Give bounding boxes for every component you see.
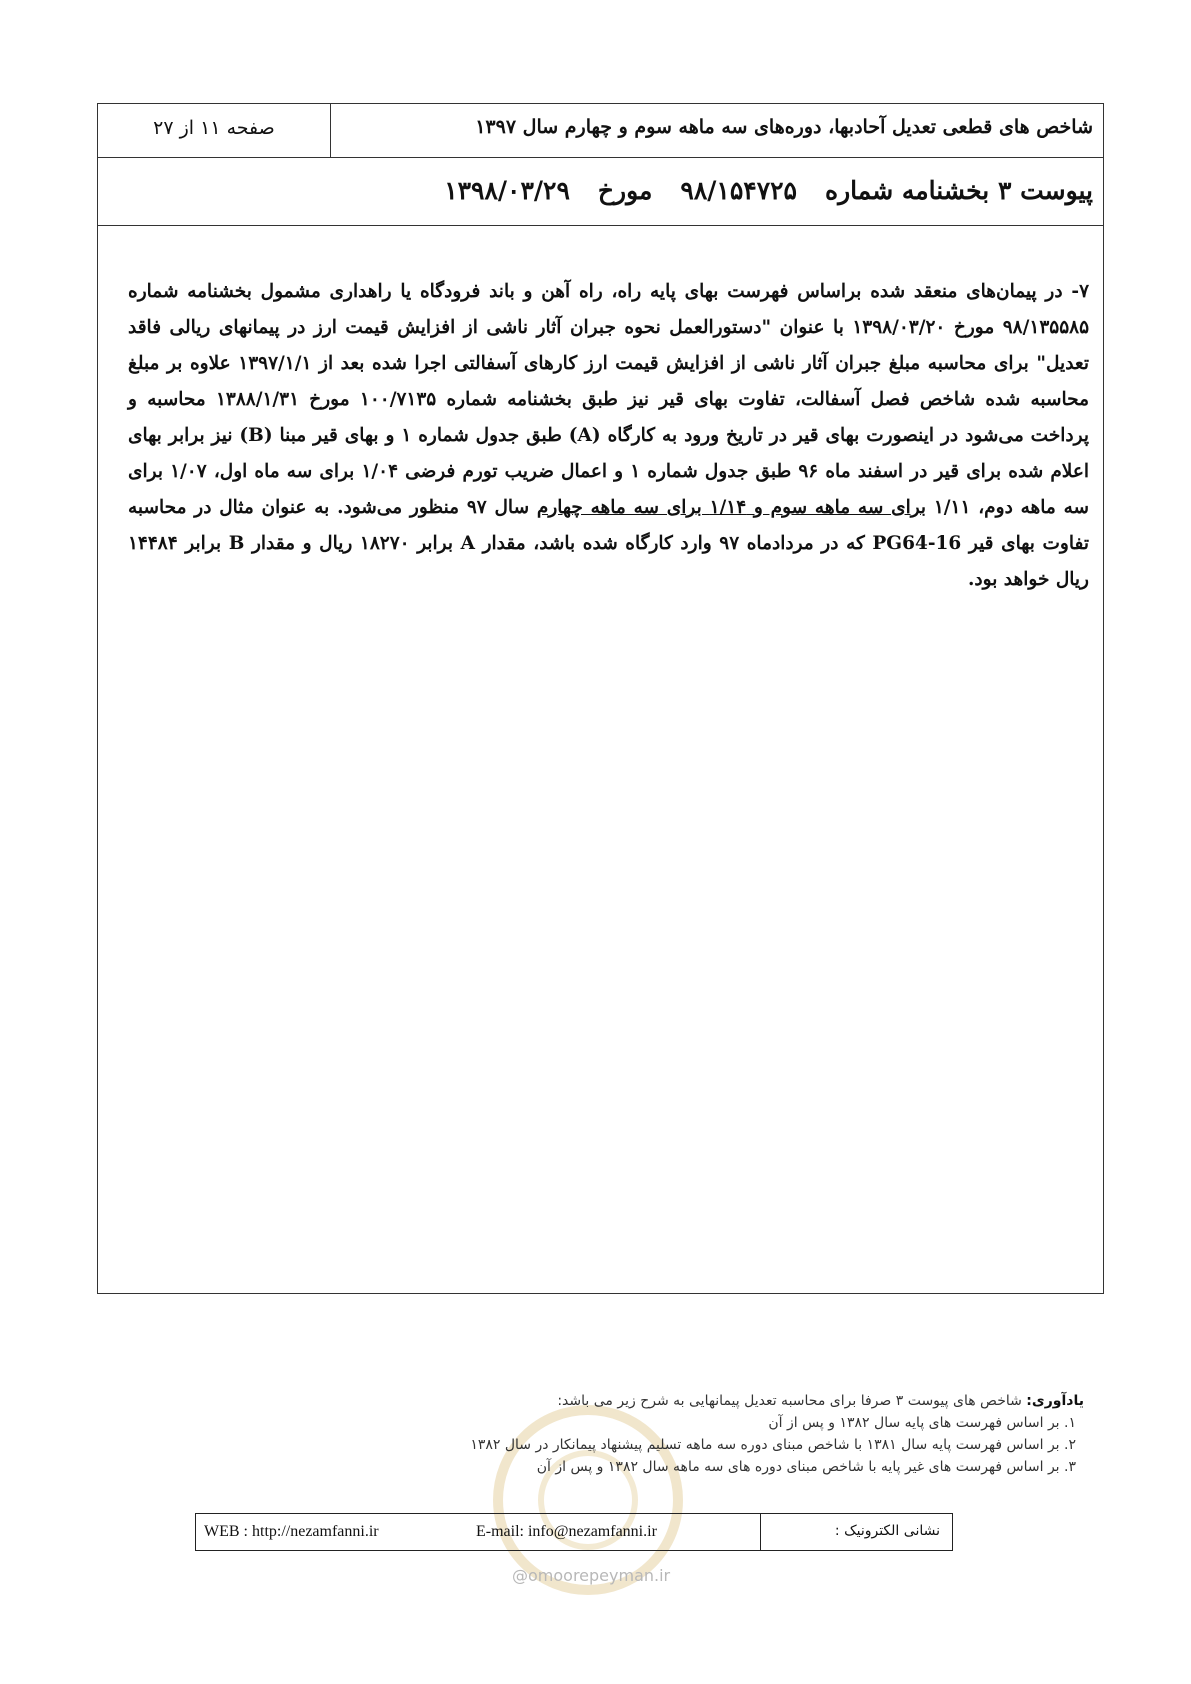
annex-title xyxy=(444,176,1093,205)
circular-number: ۹۸/۱۵۴۷۲۵ xyxy=(680,176,797,205)
contact-box xyxy=(195,1513,953,1551)
note-item-1: ۱. بر اساس فهرست های پایه سال ۱۳۸۲ و پس از آن xyxy=(768,1415,1076,1431)
note-heading xyxy=(470,1390,1084,1412)
note-label: یادآوری: xyxy=(1026,1393,1084,1409)
document-frame xyxy=(97,103,1104,1294)
site-watermark: @omoorepeyman.ir xyxy=(512,1566,671,1585)
contact-label: نشانی الکترونیک : xyxy=(760,1514,952,1550)
email-link[interactable]: E-mail: info@nezamfanni.ir xyxy=(476,1523,657,1540)
page-number: صفحه ۱۱ از ۲۷ xyxy=(153,117,275,139)
circular-date: ۱۳۹۸/۰۳/۲۹ xyxy=(444,176,570,205)
reminder-note xyxy=(470,1390,1084,1478)
note-item-2: ۲. بر اساس فهرست پایه سال ۱۳۸۱ با شاخص مبنای دوره سه ماهه تسلیم پیشنهاد پیمانکار در سال ۱۳۸۲ xyxy=(470,1437,1076,1453)
underlined-text: برای سه ماهه سوم و ۱/۱۴ برای سه ماهه چهارم xyxy=(536,497,927,518)
annex-label: پیوست ۳ بخشنامه شماره xyxy=(824,176,1093,205)
header-divider xyxy=(330,104,331,157)
annex-row xyxy=(98,158,1103,226)
date-label: مورخ xyxy=(597,176,653,205)
paragraph-end: سال ۹۷ منظور می‌شود. به عنوان مثال در محاسبه تفاوت بهای قیر PG64-16 که در مردادماه ۹۷ وارد کارگاه شده باشد، مقدار A برابر ۱۸۲۷۰ ریال و مقدار B برابر ۱۴۴۸۴ ریال خواهد بود. xyxy=(128,497,1089,590)
document-title: شاخص های قطعی تعدیل آحادبها، دوره‌های سه ماهه سوم و چهارم سال ۱۳۹۷ xyxy=(475,116,1093,138)
website-link[interactable]: WEB : http://nezamfanni.ir xyxy=(204,1523,379,1540)
note-intro: شاخص های پیوست ۳ صرفا برای محاسبه تعدیل پیمانهایی به شرح زیر می باشد: xyxy=(557,1393,1027,1409)
note-item-3: ۳. بر اساس فهرست های غیر پایه با شاخص مبنای دوره های سه ماهه سال ۱۳۸۲ و پس از آن xyxy=(536,1459,1076,1475)
header-row xyxy=(98,104,1103,158)
body-paragraph xyxy=(128,274,1089,598)
paragraph-text: ۷- در پیمان‌های منعقد شده براساس فهرست بهای پایه راه، راه آهن و باند فرودگاه یا راهداری مشمول بخشنامه شماره ۹۸/۱۳۵۵۸۵ مورخ ۱۳۹۸/۰۳/۲۰ با عنوان "دستورالعمل نحوه جبران آثار ناشی از افزایش قیمت ارز در پیمانهای ریالی فاقد تعدیل" برای محاسبه مبلغ جبران آثار ناشی از افزایش قیمت ارز کارهای آسفالتی اجرا شده بعد از ۱۳۹۷/۱/۱ علاوه بر مبلغ محاسبه شده شاخص فصل آسفالت، تفاوت بهای قیر نیز طبق بخشنامه شماره ۱۰۰/۷۱۳۵ مورخ ۱۳۸۸/۱/۳۱ محاسبه و پرداخت می‌شود در اینصورت بهای قیر در تاریخ ورود به کارگاه (A) طبق جدول شماره ۱ و بهای قیر مبنا (B) نیز برابر بهای اعلام شده برای قیر در اسفند ماه ۹۶ طبق جدول شماره ۱ و اعمال ضریب تورم فرضی ۱/۰۴ برای سه ماه اول، ۱/۰۷ برای سه ماهه دوم، ۱/۱۱ xyxy=(128,281,1090,518)
